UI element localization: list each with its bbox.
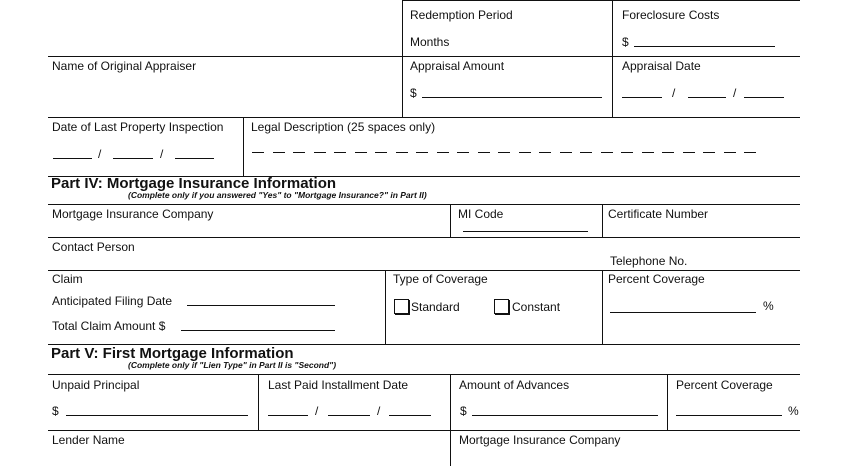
last-paid-date-label: Last Paid Installment Date	[268, 378, 409, 392]
part5-percent-coverage-label: Percent Coverage	[676, 378, 773, 392]
appraisal-date-label: Appraisal Date	[622, 59, 701, 73]
rule	[402, 0, 403, 117]
rule	[243, 117, 244, 176]
inspection-year-field[interactable]	[175, 158, 214, 159]
legal-space	[314, 152, 326, 153]
foreclosure-costs-label: Foreclosure Costs	[622, 8, 720, 22]
telephone-label: Telephone No.	[610, 254, 688, 268]
total-claim-field[interactable]	[181, 330, 335, 331]
legal-space	[416, 152, 428, 153]
date-slash: /	[98, 147, 102, 161]
appraisal-date-month-field[interactable]	[622, 97, 662, 98]
percent-sign: %	[788, 404, 799, 418]
rule	[258, 374, 259, 430]
appraisal-date-year-field[interactable]	[744, 97, 784, 98]
date-slash: /	[377, 404, 381, 418]
constant-checkbox[interactable]	[494, 299, 509, 314]
legal-space	[478, 152, 490, 153]
date-slash: /	[733, 86, 737, 100]
appraisal-dollar: $	[410, 86, 417, 100]
legal-space	[539, 152, 551, 153]
contact-person-label: Contact Person	[52, 240, 135, 254]
filing-date-field[interactable]	[187, 305, 335, 306]
mi-code-field[interactable]	[463, 231, 588, 232]
rule	[48, 270, 800, 271]
legal-space	[580, 152, 592, 153]
legal-space	[355, 152, 367, 153]
unpaid-dollar: $	[52, 404, 59, 418]
legal-space	[560, 152, 572, 153]
advances-dollar: $	[460, 404, 467, 418]
date-slash: /	[672, 86, 676, 100]
name-original-appraiser-label: Name of Original Appraiser	[52, 59, 197, 73]
last-paid-year-field[interactable]	[389, 415, 431, 416]
rule	[48, 237, 800, 238]
legal-description-label: Legal Description (25 spaces only)	[251, 120, 436, 134]
last-paid-day-field[interactable]	[328, 415, 370, 416]
last-paid-month-field[interactable]	[268, 415, 308, 416]
redemption-period-label: Redemption Period	[410, 8, 513, 22]
foreclosure-costs-field[interactable]	[634, 46, 775, 47]
last-inspection-date-label: Date of Last Property Inspection	[52, 120, 224, 134]
advances-field[interactable]	[472, 415, 658, 416]
rule	[48, 56, 800, 57]
standard-label: Standard	[411, 300, 460, 314]
rule	[402, 0, 800, 1]
inspection-month-field[interactable]	[53, 158, 92, 159]
constant-label: Constant	[512, 300, 561, 314]
foreclosure-dollar: $	[622, 35, 629, 49]
advances-label: Amount of Advances	[459, 378, 570, 392]
rule	[385, 270, 386, 344]
part4-title: Part IV: Mortgage Insurance Information	[51, 175, 337, 192]
legal-space	[601, 152, 613, 153]
rule	[48, 204, 800, 205]
total-claim-label: Total Claim Amount $	[52, 319, 166, 333]
filing-date-label: Anticipated Filing Date	[52, 294, 173, 308]
part5-title: Part V: First Mortgage Information	[51, 345, 294, 362]
percent-sign: %	[763, 299, 774, 313]
legal-space	[519, 152, 531, 153]
rule	[602, 270, 603, 344]
standard-checkbox[interactable]	[394, 299, 409, 314]
part4-subtitle: (Complete only if you answered "Yes" to "Mortgage Insurance?" in Part II)	[128, 190, 427, 200]
legal-space	[293, 152, 305, 153]
legal-space	[621, 152, 633, 153]
rule	[450, 204, 451, 237]
date-slash: /	[315, 404, 319, 418]
mi-company-label: Mortgage Insurance Company	[52, 207, 214, 221]
legal-space	[457, 152, 469, 153]
legal-space	[396, 152, 408, 153]
legal-space	[744, 152, 756, 153]
legal-space	[724, 152, 736, 153]
rule	[612, 0, 613, 117]
claim-label: Claim	[52, 272, 83, 286]
rule	[667, 374, 668, 430]
part5-percent-coverage-field[interactable]	[676, 415, 782, 416]
rule	[450, 374, 451, 466]
rule	[48, 117, 800, 118]
legal-space	[375, 152, 387, 153]
type-coverage-label: Type of Coverage	[393, 272, 488, 286]
legal-space	[498, 152, 510, 153]
date-slash: /	[160, 147, 164, 161]
legal-space	[703, 152, 715, 153]
rule	[602, 204, 603, 237]
legal-space	[642, 152, 654, 153]
percent-coverage-label: Percent Coverage	[608, 272, 705, 286]
appraisal-amount-label: Appraisal Amount	[410, 59, 505, 73]
appraisal-date-day-field[interactable]	[688, 97, 726, 98]
rule	[48, 430, 800, 431]
months-label: Months	[410, 35, 450, 49]
legal-description-field[interactable]	[252, 150, 762, 156]
certificate-number-label: Certificate Number	[608, 207, 709, 221]
legal-space	[683, 152, 695, 153]
legal-space	[252, 152, 264, 153]
percent-coverage-field[interactable]	[610, 312, 756, 313]
legal-space	[437, 152, 449, 153]
unpaid-principal-field[interactable]	[66, 415, 248, 416]
legal-space	[662, 152, 674, 153]
mi-code-label: MI Code	[458, 207, 504, 221]
rule	[48, 374, 800, 375]
legal-space	[273, 152, 285, 153]
legal-space	[334, 152, 346, 153]
part5-subtitle: (Complete only if "Lien Type" in Part II is "Second")	[128, 360, 337, 370]
part5-mi-company-label: Mortgage Insurance Company	[459, 433, 621, 447]
lender-name-label: Lender Name	[52, 433, 125, 447]
appraisal-amount-field[interactable]	[422, 97, 602, 98]
unpaid-principal-label: Unpaid Principal	[52, 378, 140, 392]
inspection-day-field[interactable]	[113, 158, 153, 159]
